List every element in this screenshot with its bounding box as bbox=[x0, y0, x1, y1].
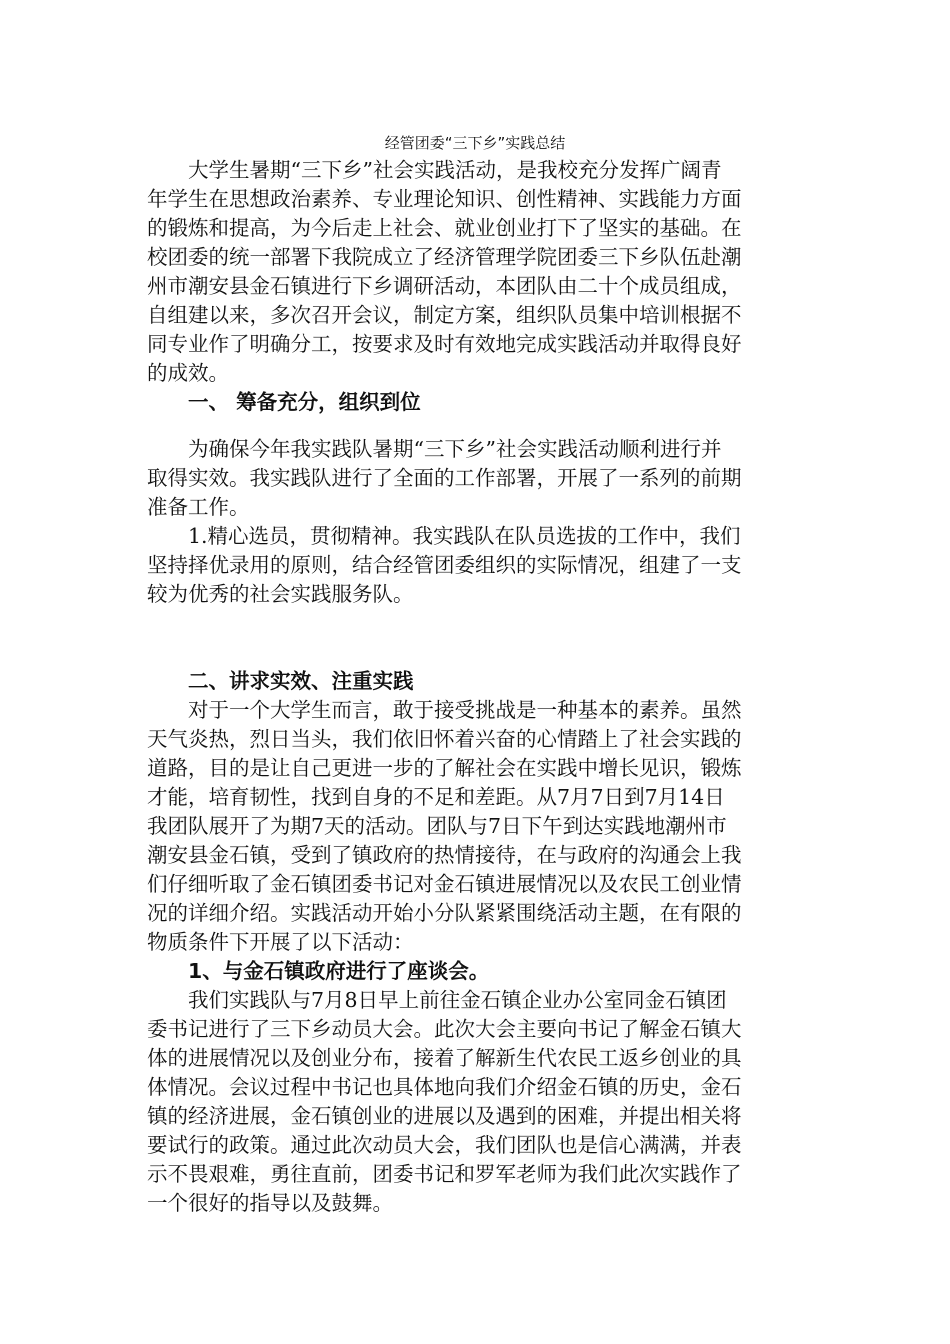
text-line: 们仔细听取了金石镇团委书记对金石镇进展情况以及农民工创业情 bbox=[147, 872, 742, 896]
section-2-heading: 二、讲求实效、注重实践 bbox=[188, 669, 414, 693]
subsection-1-heading: 1、与金石镇政府进行了座谈会。 bbox=[188, 959, 490, 983]
text-line: 才能，培育韧性，找到自身的不足和差距。从7月7日到7月14日 bbox=[147, 785, 725, 809]
text-line: 潮安县金石镇，受到了镇政府的热情接待，在与政府的沟通会上我 bbox=[147, 843, 742, 867]
document-title: 经管团委“三下乡”实践总结 bbox=[384, 134, 566, 152]
spacer bbox=[147, 609, 797, 667]
text-line: 我们实践队与7月8日早上前往金石镇企业办公室同金石镇团 bbox=[188, 988, 727, 1012]
text-line: 镇的经济进展，金石镇创业的进展以及遇到的困难，并提出相关将 bbox=[147, 1104, 742, 1128]
text-line: 我团队展开了为期7天的活动。团队与7日下午到达实践地潮州市 bbox=[147, 814, 727, 838]
subsection-1-paragraph bbox=[147, 986, 797, 1218]
text-line: 道路，目的是让自己更进一步的了解社会在实践中增长见识，锻炼 bbox=[147, 756, 742, 780]
document-page bbox=[147, 130, 797, 1218]
section-1-heading: 一、 筹备充分，组织到位 bbox=[188, 390, 421, 414]
text-line: 为确保今年我实践队暑期“三下乡”社会实践活动顺利进行并 bbox=[188, 437, 722, 461]
text-line: 物质条件下开展了以下活动： bbox=[147, 930, 414, 954]
text-line: 州市潮安县金石镇进行下乡调研活动，本团队由二十个成员组成， bbox=[147, 274, 742, 298]
spacer bbox=[147, 417, 797, 435]
text-line: 体情况。会议过程中书记也具体地向我们介绍金石镇的历史，金石 bbox=[147, 1075, 742, 1099]
text-line: 的成效。 bbox=[147, 361, 229, 385]
text-line: 况的详细介绍。实践活动开始小分队紧紧围绕活动主题，在有限的 bbox=[147, 901, 742, 925]
text-line: 年学生在思想政治素养、专业理论知识、创性精神、实践能力方面 bbox=[147, 187, 742, 211]
text-line: 一个很好的指导以及鼓舞。 bbox=[147, 1191, 393, 1215]
text-line: 天气炎热，烈日当头，我们依旧怀着兴奋的心情踏上了社会实践的 bbox=[147, 727, 742, 751]
text-line: 大学生暑期“三下乡”社会实践活动，是我校充分发挥广阔青 bbox=[188, 158, 722, 182]
text-line: 对于一个大学生而言，敢于接受挑战是一种基本的素养。虽然 bbox=[188, 698, 742, 722]
text-line: 示不畏艰难，勇往直前，团委书记和罗军老师为我们此次实践作了 bbox=[147, 1162, 742, 1186]
section-1-paragraph-2 bbox=[147, 522, 797, 609]
text-line: 较为优秀的社会实践服务队。 bbox=[147, 582, 414, 606]
section-2-paragraph-1 bbox=[147, 696, 797, 957]
text-line: 的锻炼和提高，为今后走上社会、就业创业打下了坚实的基础。在 bbox=[147, 216, 742, 240]
text-line: 体的进展情况以及创业分布，接着了解新生代农民工返乡创业的具 bbox=[147, 1046, 742, 1070]
text-line: 1.精心选员，贯彻精神。我实践队在队员选拔的工作中，我们 bbox=[188, 524, 741, 548]
text-line: 坚持择优录用的原则，结合经管团委组织的实际情况，组建了一支 bbox=[147, 553, 742, 577]
text-line: 准备工作。 bbox=[147, 495, 250, 519]
text-line: 委书记进行了三下乡动员大会。此次大会主要向书记了解金石镇大 bbox=[147, 1017, 742, 1041]
intro-paragraph bbox=[147, 156, 797, 388]
text-line: 校团委的统一部署下我院成立了经济管理学院团委三下乡队伍赴潮 bbox=[147, 245, 742, 269]
text-line: 要试行的政策。通过此次动员大会，我们团队也是信心满满，并表 bbox=[147, 1133, 742, 1157]
section-1-paragraph-1 bbox=[147, 435, 797, 522]
text-line: 自组建以来，多次召开会议，制定方案，组织队员集中培训根据不 bbox=[147, 303, 742, 327]
text-line: 同专业作了明确分工，按要求及时有效地完成实践活动并取得良好 bbox=[147, 332, 742, 356]
text-line: 取得实效。我实践队进行了全面的工作部署，开展了一系列的前期 bbox=[147, 466, 742, 490]
